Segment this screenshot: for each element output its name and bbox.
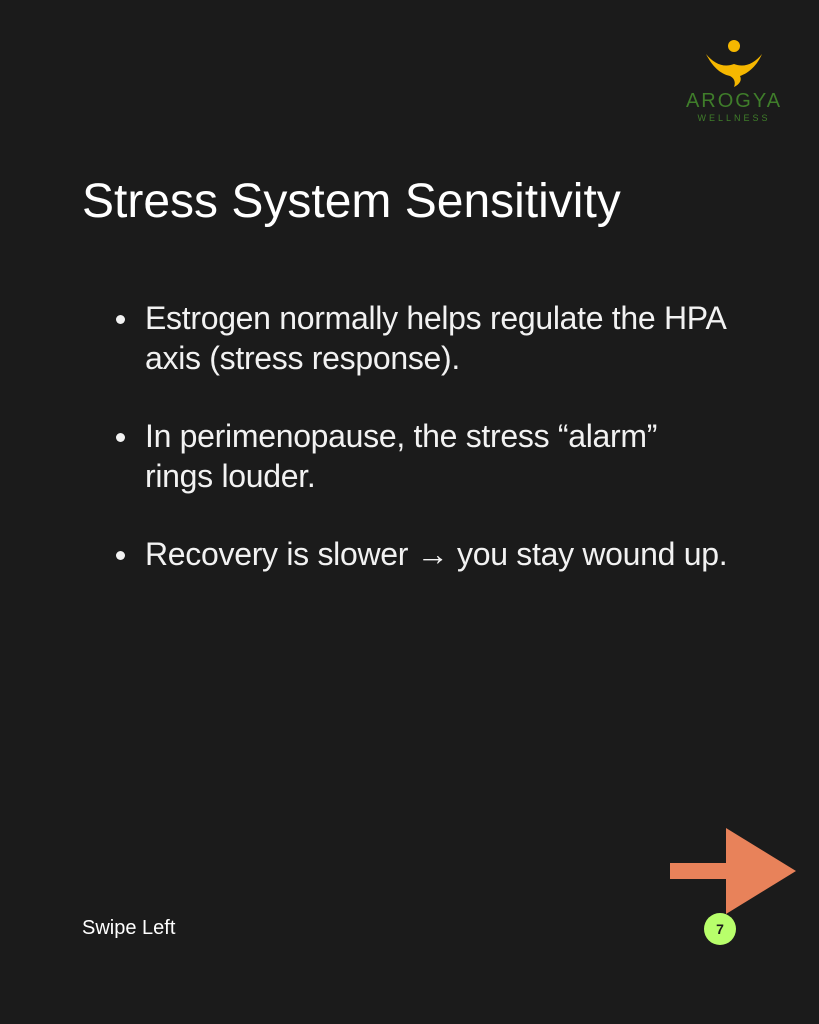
bullet-item (112, 416, 732, 496)
brand-tagline: WELLNESS (697, 113, 771, 123)
bullet-dot (116, 551, 125, 560)
person-arms-up-icon (704, 38, 764, 88)
bullet-item (112, 298, 732, 378)
bullet-dot (116, 433, 125, 442)
brand-name: AROGYA (685, 90, 783, 112)
bullet-dot (116, 315, 125, 324)
bullet-text: Estrogen normally helps regulate the HPA axis (stress response). (145, 300, 725, 376)
page-number-badge: 7 (704, 913, 736, 945)
swipe-left-label: Swipe Left (82, 917, 176, 939)
slide-title: Stress System Sensitivity (82, 175, 621, 228)
bullet-text: In perimenopause, the stress “alarm” rings louder. (145, 418, 658, 494)
bullet-list (112, 298, 732, 612)
bullet-text: Recovery is slower → you stay wound up. (145, 536, 728, 572)
arrow-right-icon[interactable] (668, 828, 798, 914)
bullet-item (112, 534, 732, 574)
brand-logo (676, 38, 792, 130)
